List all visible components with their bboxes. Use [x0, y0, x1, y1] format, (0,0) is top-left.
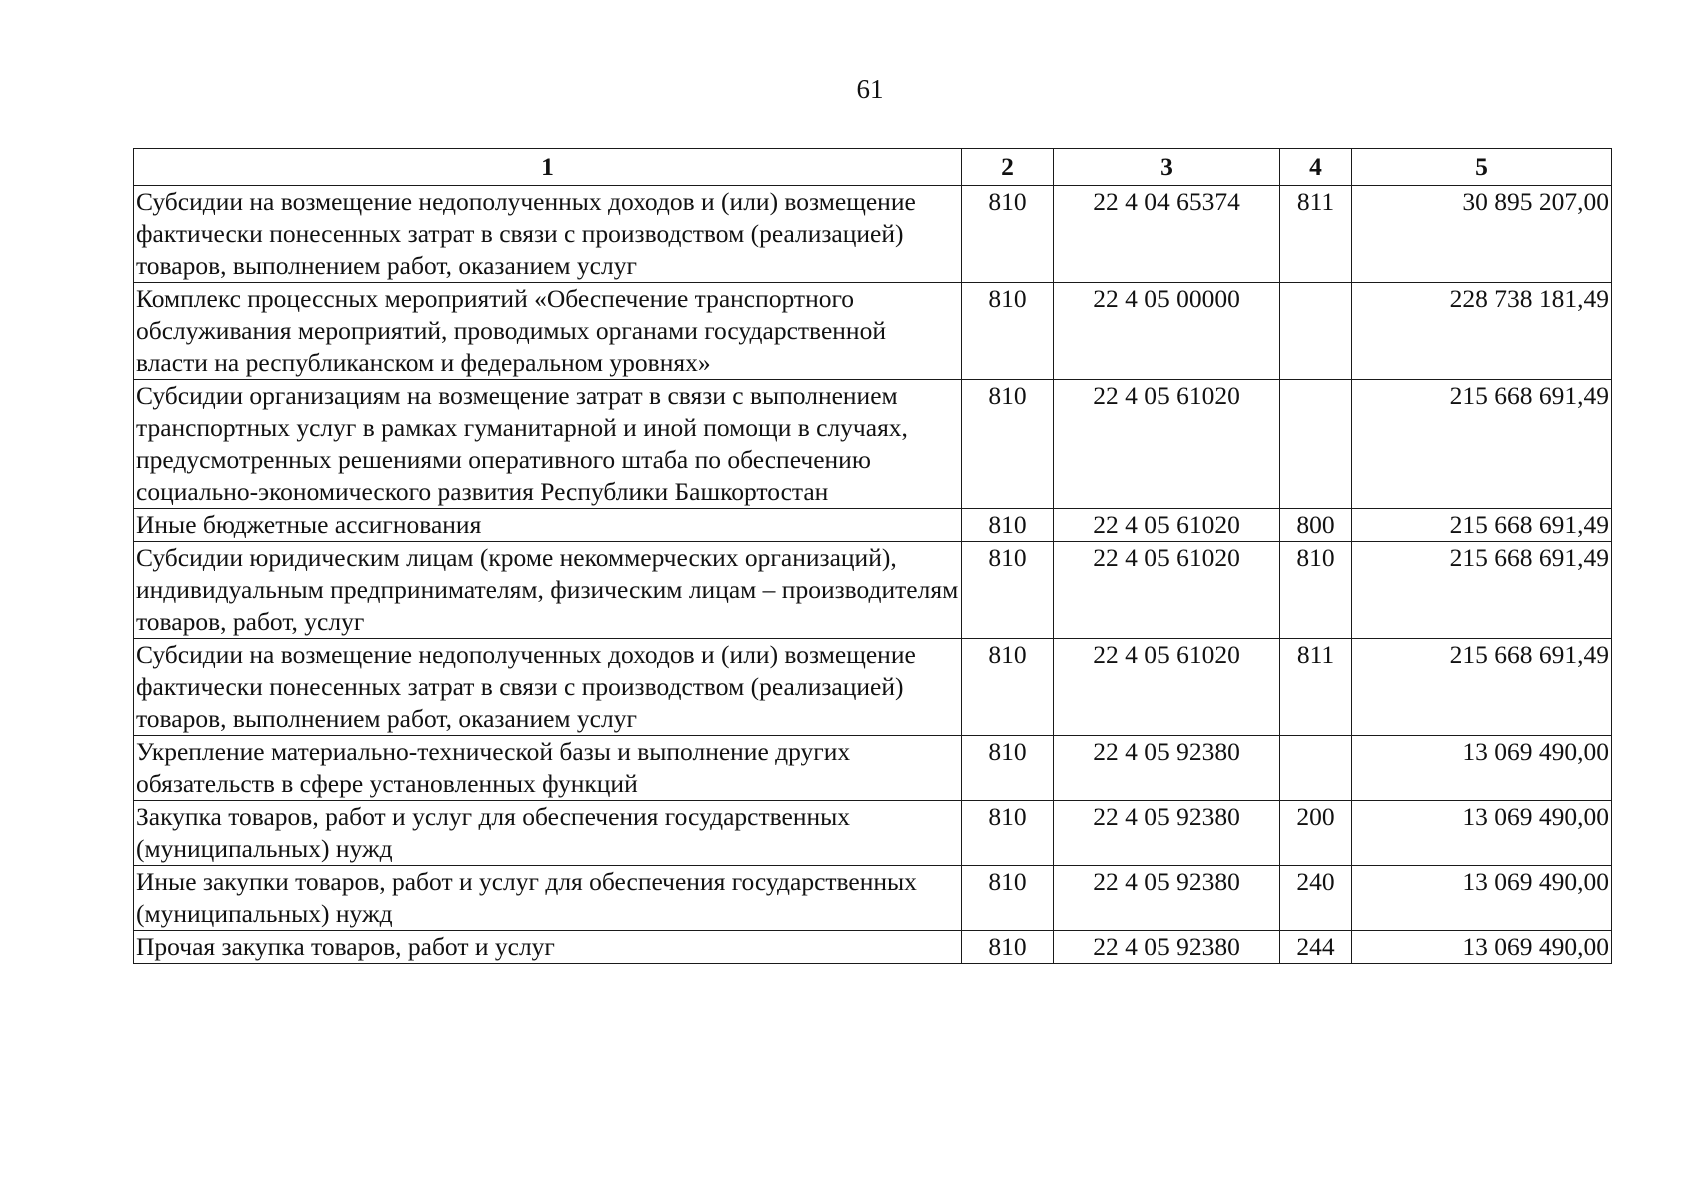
column-header-1: 1 [134, 149, 962, 186]
table-row [134, 736, 1612, 801]
row-col2: 810 [962, 509, 1054, 542]
row-col4: 244 [1280, 931, 1352, 964]
row-name: Иные бюджетные ассигнования [134, 509, 962, 542]
column-header-5: 5 [1352, 149, 1612, 186]
row-col2: 810 [962, 542, 1054, 639]
row-col4: 810 [1280, 542, 1352, 639]
row-name: Субсидии на возмещение недополученных доходов и (или) возмещение фактически понесенных затрат в связи с производством (реализацией) товаров, выполнением работ, оказанием услуг [134, 639, 962, 736]
row-col4: 800 [1280, 509, 1352, 542]
header-row [134, 149, 1612, 186]
row-col4: 811 [1280, 639, 1352, 736]
row-col3: 22 4 05 92380 [1054, 736, 1280, 801]
row-col3: 22 4 05 92380 [1054, 866, 1280, 931]
table-row [134, 931, 1612, 964]
row-col2: 810 [962, 639, 1054, 736]
table-row [134, 639, 1612, 736]
row-col3: 22 4 05 61020 [1054, 542, 1280, 639]
page-number: 61 [856, 74, 884, 104]
budget-table [133, 148, 1612, 964]
row-col2: 810 [962, 380, 1054, 509]
row-amount: 215 668 691,49 [1352, 380, 1612, 509]
table-row [134, 801, 1612, 866]
row-col4: 240 [1280, 866, 1352, 931]
row-col2: 810 [962, 866, 1054, 931]
row-col2: 810 [962, 931, 1054, 964]
row-amount: 215 668 691,49 [1352, 639, 1612, 736]
row-name: Субсидии организациям на возмещение затрат в связи с выполнением транспортных услуг в рамках гуманитарной и иной помощи в случаях, предусмотренных решениями оперативного штаба по обеспечению социально-экономического развития Республики Башкортостан [134, 380, 962, 509]
table-row [134, 283, 1612, 380]
row-name: Субсидии юридическим лицам (кроме некоммерческих организаций), индивидуальным предпринимателям, физическим лицам – производителям товаров, работ, услуг [134, 542, 962, 639]
row-col3: 22 4 04 65374 [1054, 186, 1280, 283]
column-header-2: 2 [962, 149, 1054, 186]
row-name: Иные закупки товаров, работ и услуг для обеспечения государственных (муниципальных) нужд [134, 866, 962, 931]
row-col4: 200 [1280, 801, 1352, 866]
row-col2: 810 [962, 186, 1054, 283]
row-col4: 811 [1280, 186, 1352, 283]
column-header-4: 4 [1280, 149, 1352, 186]
row-name: Прочая закупка товаров, работ и услуг [134, 931, 962, 964]
row-col2: 810 [962, 736, 1054, 801]
table-row [134, 866, 1612, 931]
row-amount: 215 668 691,49 [1352, 542, 1612, 639]
row-amount: 13 069 490,00 [1352, 866, 1612, 931]
table-row [134, 380, 1612, 509]
row-col4 [1280, 380, 1352, 509]
row-amount: 228 738 181,49 [1352, 283, 1612, 380]
row-col3: 22 4 05 61020 [1054, 639, 1280, 736]
row-name: Комплекс процессных мероприятий «Обеспечение транспортного обслуживания мероприятий, проводимых органами государственной власти на республиканском и федеральном уровнях» [134, 283, 962, 380]
row-amount: 30 895 207,00 [1352, 186, 1612, 283]
row-col2: 810 [962, 801, 1054, 866]
row-col3: 22 4 05 61020 [1054, 509, 1280, 542]
row-amount: 13 069 490,00 [1352, 736, 1612, 801]
row-col4 [1280, 736, 1352, 801]
row-amount: 13 069 490,00 [1352, 931, 1612, 964]
table-row [134, 542, 1612, 639]
table-row [134, 509, 1612, 542]
table-row [134, 186, 1612, 283]
row-name: Закупка товаров, работ и услуг для обеспечения государственных (муниципальных) нужд [134, 801, 962, 866]
row-col2: 810 [962, 283, 1054, 380]
row-col4 [1280, 283, 1352, 380]
row-col3: 22 4 05 92380 [1054, 801, 1280, 866]
row-col3: 22 4 05 61020 [1054, 380, 1280, 509]
row-name: Субсидии на возмещение недополученных доходов и (или) возмещение фактически понесенных затрат в связи с производством (реализацией) товаров, выполнением работ, оказанием услуг [134, 186, 962, 283]
column-header-3: 3 [1054, 149, 1280, 186]
row-name: Укрепление материально-технической базы и выполнение других обязательств в сфере установленных функций [134, 736, 962, 801]
row-col3: 22 4 05 00000 [1054, 283, 1280, 380]
row-amount: 13 069 490,00 [1352, 801, 1612, 866]
row-col3: 22 4 05 92380 [1054, 931, 1280, 964]
row-amount: 215 668 691,49 [1352, 509, 1612, 542]
